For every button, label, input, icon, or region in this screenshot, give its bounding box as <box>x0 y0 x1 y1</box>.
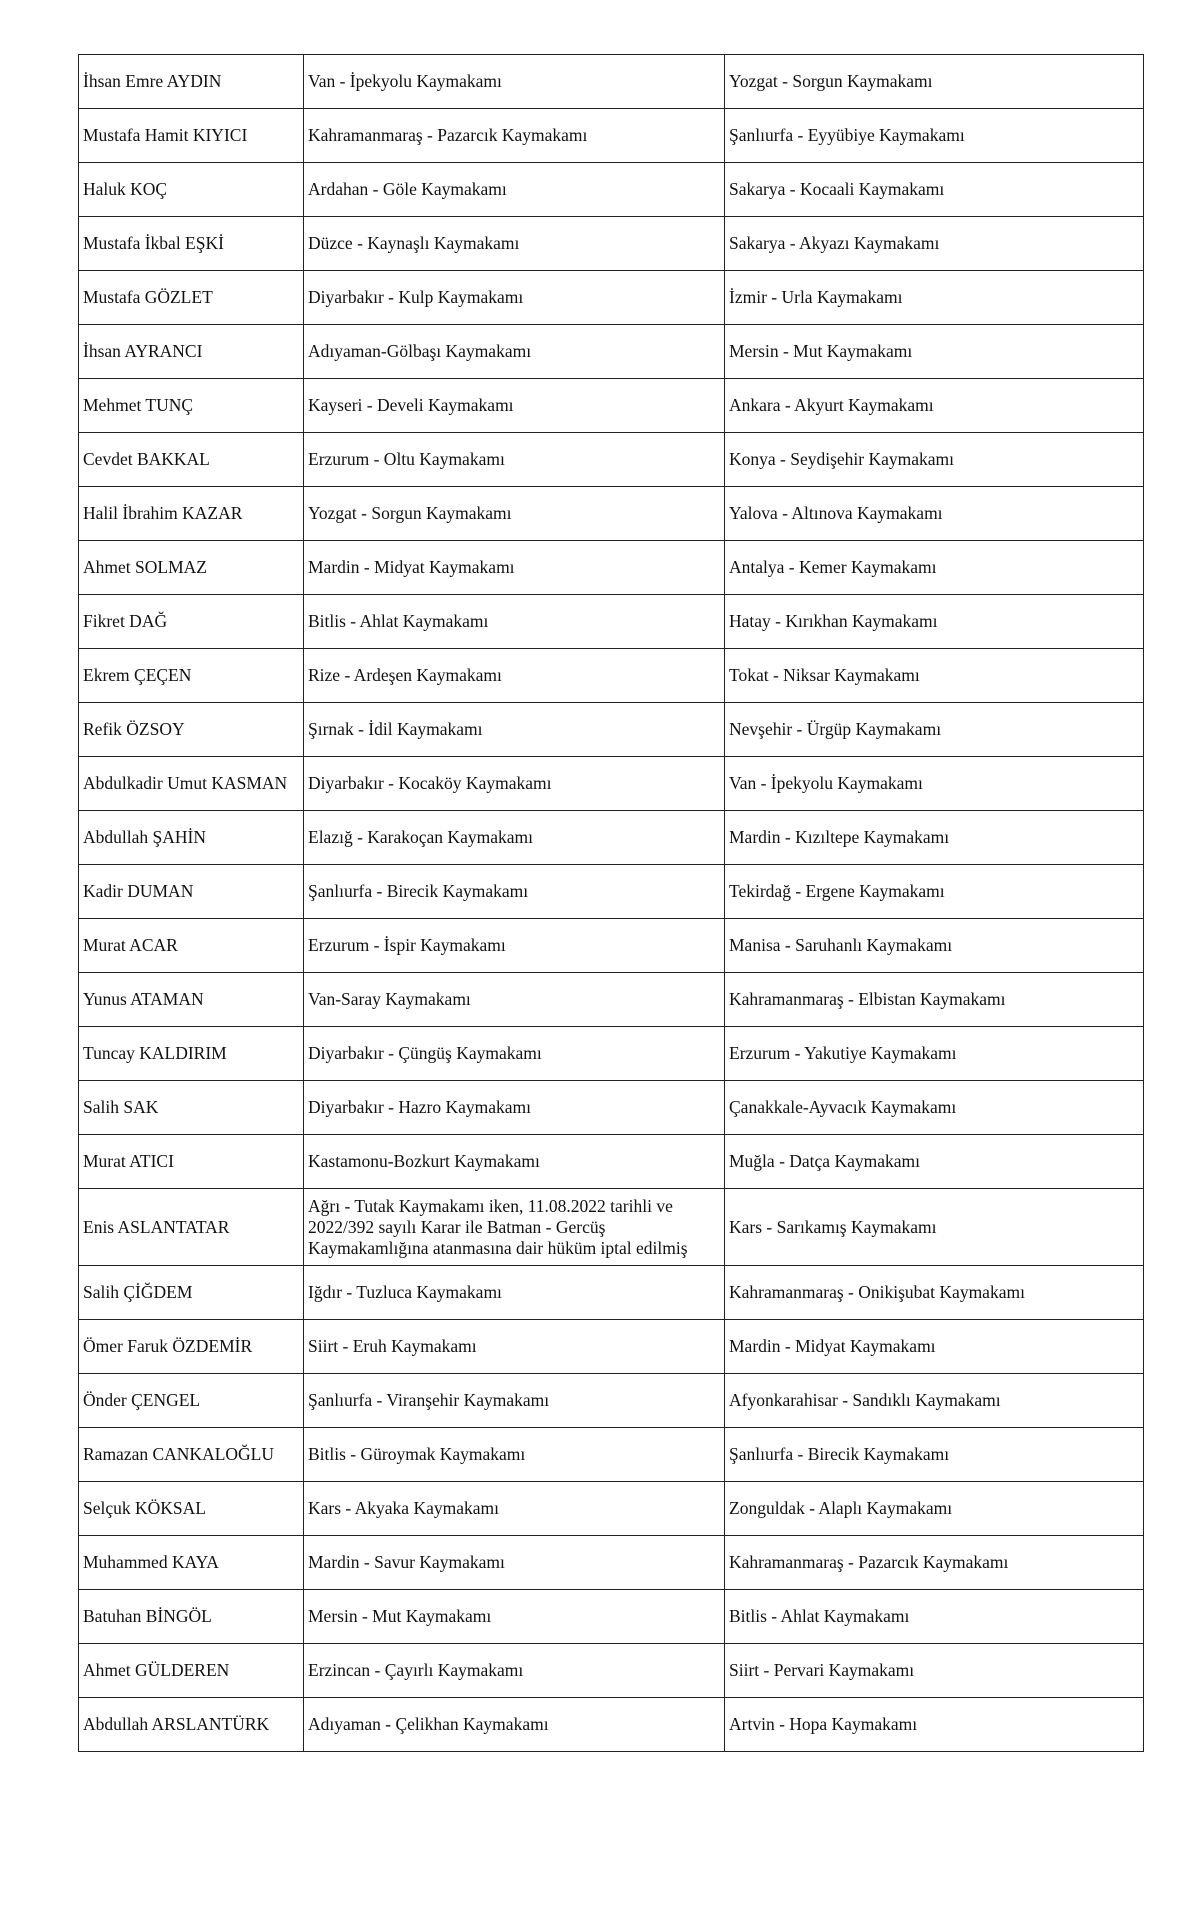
name-cell: Ahmet SOLMAZ <box>79 541 304 595</box>
new-post-cell: Erzurum - Yakutiye Kaymakamı <box>725 1027 1144 1081</box>
table-row <box>79 487 1144 541</box>
previous-post-cell: Van - İpekyolu Kaymakamı <box>304 55 725 109</box>
previous-post-cell: Kahramanmaraş - Pazarcık Kaymakamı <box>304 109 725 163</box>
previous-post-cell: Şırnak - İdil Kaymakamı <box>304 703 725 757</box>
table-row <box>79 1027 1144 1081</box>
name-cell: Yunus ATAMAN <box>79 973 304 1027</box>
name-cell: Murat ATICI <box>79 1135 304 1189</box>
name-cell: Fikret DAĞ <box>79 595 304 649</box>
name-cell: Mustafa GÖZLET <box>79 271 304 325</box>
name-cell: Abdullah ARSLANTÜRK <box>79 1698 304 1752</box>
previous-post-cell: Erzurum - İspir Kaymakamı <box>304 919 725 973</box>
new-post-cell: Tekirdağ - Ergene Kaymakamı <box>725 865 1144 919</box>
new-post-cell: Sakarya - Akyazı Kaymakamı <box>725 217 1144 271</box>
name-cell: Refik ÖZSOY <box>79 703 304 757</box>
table-row <box>79 865 1144 919</box>
table-row <box>79 1135 1144 1189</box>
name-cell: Ramazan CANKALOĞLU <box>79 1428 304 1482</box>
previous-post-cell: Erzincan - Çayırlı Kaymakamı <box>304 1644 725 1698</box>
previous-post-cell: Bitlis - Güroymak Kaymakamı <box>304 1428 725 1482</box>
previous-post-cell: Diyarbakır - Hazro Kaymakamı <box>304 1081 725 1135</box>
previous-post-cell: Ağrı - Tutak Kaymakamı iken, 11.08.2022 tarihli ve 2022/392 sayılı Karar ile Batman - Gercüş Kaymakamlığına atanmasına dair hüküm iptal edilmiş <box>304 1189 725 1266</box>
new-post-cell: Van - İpekyolu Kaymakamı <box>725 757 1144 811</box>
name-cell: İhsan AYRANCI <box>79 325 304 379</box>
new-post-cell: Artvin - Hopa Kaymakamı <box>725 1698 1144 1752</box>
previous-post-cell: Mersin - Mut Kaymakamı <box>304 1590 725 1644</box>
previous-post-cell: Erzurum - Oltu Kaymakamı <box>304 433 725 487</box>
name-cell: Mustafa Hamit KIYICI <box>79 109 304 163</box>
name-cell: Ömer Faruk ÖZDEMİR <box>79 1320 304 1374</box>
table-row <box>79 1189 1144 1266</box>
previous-post-cell: Adıyaman - Çelikhan Kaymakamı <box>304 1698 725 1752</box>
table-row <box>79 919 1144 973</box>
new-post-cell: Konya - Seydişehir Kaymakamı <box>725 433 1144 487</box>
new-post-cell: Afyonkarahisar - Sandıklı Kaymakamı <box>725 1374 1144 1428</box>
table-row <box>79 1081 1144 1135</box>
name-cell: Halil İbrahim KAZAR <box>79 487 304 541</box>
new-post-cell: Tokat - Niksar Kaymakamı <box>725 649 1144 703</box>
appointments-table-body <box>79 55 1144 1752</box>
name-cell: Mustafa İkbal EŞKİ <box>79 217 304 271</box>
new-post-cell: Çanakkale-Ayvacık Kaymakamı <box>725 1081 1144 1135</box>
table-row <box>79 973 1144 1027</box>
new-post-cell: Bitlis - Ahlat Kaymakamı <box>725 1590 1144 1644</box>
previous-post-cell: Kars - Akyaka Kaymakamı <box>304 1482 725 1536</box>
new-post-cell: Kahramanmaraş - Elbistan Kaymakamı <box>725 973 1144 1027</box>
new-post-cell: Ankara - Akyurt Kaymakamı <box>725 379 1144 433</box>
new-post-cell: Sakarya - Kocaali Kaymakamı <box>725 163 1144 217</box>
name-cell: Ekrem ÇEÇEN <box>79 649 304 703</box>
table-row <box>79 1590 1144 1644</box>
table-row <box>79 1482 1144 1536</box>
new-post-cell: Hatay - Kırıkhan Kaymakamı <box>725 595 1144 649</box>
name-cell: Enis ASLANTATAR <box>79 1189 304 1266</box>
table-row <box>79 55 1144 109</box>
name-cell: Salih ÇİĞDEM <box>79 1266 304 1320</box>
previous-post-cell: Adıyaman-Gölbaşı Kaymakamı <box>304 325 725 379</box>
previous-post-cell: Kastamonu-Bozkurt Kaymakamı <box>304 1135 725 1189</box>
appointments-table <box>78 54 1144 1752</box>
previous-post-cell: Elazığ - Karakoçan Kaymakamı <box>304 811 725 865</box>
new-post-cell: Manisa - Saruhanlı Kaymakamı <box>725 919 1144 973</box>
name-cell: Batuhan BİNGÖL <box>79 1590 304 1644</box>
table-row <box>79 1266 1144 1320</box>
name-cell: Salih SAK <box>79 1081 304 1135</box>
previous-post-cell: Ardahan - Göle Kaymakamı <box>304 163 725 217</box>
new-post-cell: Mardin - Kızıltepe Kaymakamı <box>725 811 1144 865</box>
previous-post-cell: Bitlis - Ahlat Kaymakamı <box>304 595 725 649</box>
previous-post-cell: Diyarbakır - Kulp Kaymakamı <box>304 271 725 325</box>
new-post-cell: Kahramanmaraş - Pazarcık Kaymakamı <box>725 1536 1144 1590</box>
new-post-cell: Şanlıurfa - Birecik Kaymakamı <box>725 1428 1144 1482</box>
new-post-cell: Mersin - Mut Kaymakamı <box>725 325 1144 379</box>
name-cell: İhsan Emre AYDIN <box>79 55 304 109</box>
table-row <box>79 109 1144 163</box>
new-post-cell: Zonguldak - Alaplı Kaymakamı <box>725 1482 1144 1536</box>
table-row <box>79 1374 1144 1428</box>
new-post-cell: Kars - Sarıkamış Kaymakamı <box>725 1189 1144 1266</box>
previous-post-cell: Yozgat - Sorgun Kaymakamı <box>304 487 725 541</box>
previous-post-cell: Siirt - Eruh Kaymakamı <box>304 1320 725 1374</box>
previous-post-cell: Kayseri - Develi Kaymakamı <box>304 379 725 433</box>
name-cell: Mehmet TUNÇ <box>79 379 304 433</box>
name-cell: Abdullah ŞAHİN <box>79 811 304 865</box>
table-row <box>79 325 1144 379</box>
table-row <box>79 595 1144 649</box>
name-cell: Kadir DUMAN <box>79 865 304 919</box>
previous-post-cell: Mardin - Savur Kaymakamı <box>304 1536 725 1590</box>
new-post-cell: Muğla - Datça Kaymakamı <box>725 1135 1144 1189</box>
table-row <box>79 1698 1144 1752</box>
name-cell: Haluk KOÇ <box>79 163 304 217</box>
new-post-cell: Antalya - Kemer Kaymakamı <box>725 541 1144 595</box>
table-row <box>79 541 1144 595</box>
new-post-cell: Yozgat - Sorgun Kaymakamı <box>725 55 1144 109</box>
name-cell: Tuncay KALDIRIM <box>79 1027 304 1081</box>
new-post-cell: Nevşehir - Ürgüp Kaymakamı <box>725 703 1144 757</box>
table-row <box>79 1536 1144 1590</box>
table-row <box>79 433 1144 487</box>
previous-post-cell: Düzce - Kaynaşlı Kaymakamı <box>304 217 725 271</box>
name-cell: Abdulkadir Umut KASMAN <box>79 757 304 811</box>
table-row <box>79 811 1144 865</box>
table-row <box>79 217 1144 271</box>
name-cell: Selçuk KÖKSAL <box>79 1482 304 1536</box>
table-row <box>79 1320 1144 1374</box>
table-row <box>79 1644 1144 1698</box>
previous-post-cell: Rize - Ardeşen Kaymakamı <box>304 649 725 703</box>
previous-post-cell: Iğdır - Tuzluca Kaymakamı <box>304 1266 725 1320</box>
table-row <box>79 703 1144 757</box>
name-cell: Önder ÇENGEL <box>79 1374 304 1428</box>
new-post-cell: Yalova - Altınova Kaymakamı <box>725 487 1144 541</box>
previous-post-cell: Şanlıurfa - Birecik Kaymakamı <box>304 865 725 919</box>
new-post-cell: Mardin - Midyat Kaymakamı <box>725 1320 1144 1374</box>
name-cell: Cevdet BAKKAL <box>79 433 304 487</box>
previous-post-cell: Mardin - Midyat Kaymakamı <box>304 541 725 595</box>
table-row <box>79 379 1144 433</box>
table-row <box>79 271 1144 325</box>
name-cell: Murat ACAR <box>79 919 304 973</box>
new-post-cell: Şanlıurfa - Eyyübiye Kaymakamı <box>725 109 1144 163</box>
new-post-cell: İzmir - Urla Kaymakamı <box>725 271 1144 325</box>
new-post-cell: Kahramanmaraş - Onikişubat Kaymakamı <box>725 1266 1144 1320</box>
name-cell: Muhammed KAYA <box>79 1536 304 1590</box>
previous-post-cell: Şanlıurfa - Viranşehir Kaymakamı <box>304 1374 725 1428</box>
table-row <box>79 649 1144 703</box>
previous-post-cell: Van-Saray Kaymakamı <box>304 973 725 1027</box>
table-row <box>79 163 1144 217</box>
previous-post-cell: Diyarbakır - Kocaköy Kaymakamı <box>304 757 725 811</box>
name-cell: Ahmet GÜLDEREN <box>79 1644 304 1698</box>
new-post-cell: Siirt - Pervari Kaymakamı <box>725 1644 1144 1698</box>
table-row <box>79 757 1144 811</box>
table-row <box>79 1428 1144 1482</box>
previous-post-cell: Diyarbakır - Çüngüş Kaymakamı <box>304 1027 725 1081</box>
